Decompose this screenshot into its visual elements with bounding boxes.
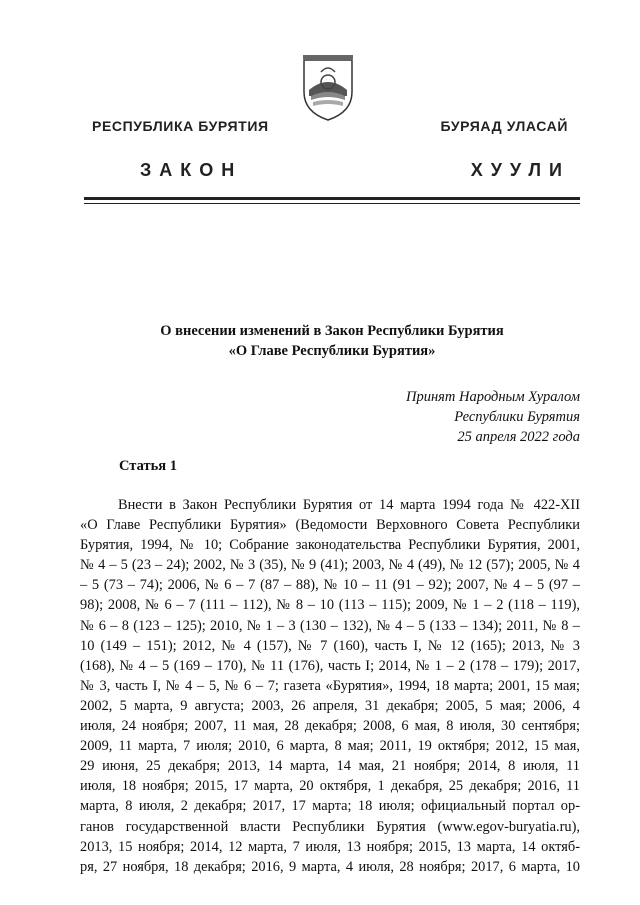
body-line: – 5 (73 – 74); 2006, № 6 – 7 (87 – 88), № 10 – 11 (91 – 92); 2007, № 4 – 5 (97 – [80,577,580,594]
law-label-russian: ЗАКОН [140,160,243,180]
body-line: Бурятия, 1994, № 10; Собрание законодательства Республики Бурятия, 2001, [80,537,580,554]
body-line: 2013, 15 ноября; 2014, 12 марта, 7 июля, 13 ноября; 2015, 13 марта, 14 октяб- [80,838,580,855]
body-line: 29 июня, 25 декабря; 2013, 14 марта, 14 мая, 21 ноября; 2014, 8 июля, 11 [80,758,580,775]
republic-name-russian: РЕСПУБЛИКА БУРЯТИЯ [92,118,269,134]
body-line: июля, 24 ноября; 2007, 11 мая, 28 декабря; 2008, 6 мая, 8 июля, 30 сентября; [80,718,580,735]
body-line: № 4 – 5 (23 – 24); 2002, № 3 (35), № 9 (41); 2003, № 4 (49), № 12 (57); 2005, № 4 [80,557,580,574]
article-heading: Статья 1 [119,458,177,474]
body-line: 2009, 11 марта, 7 июля; 2010, 6 марта, 8 мая; 2011, 19 октября; 2012, 15 мая, [80,738,580,755]
header-divider-thick [84,197,580,200]
header-divider-thin [84,203,580,204]
body-line: марта, 8 июля, 2 декабря; 2017, 17 марта; 18 июля; официальный портал ор- [80,798,580,815]
republic-name-buryat: БУРЯАД УЛАСАЙ [440,118,568,134]
title-line: «О Главе Республики Бурятия» [228,343,436,359]
body-line: № 3, часть I, № 4 – 5, № 6 – 7; газета «Бурятия», 1994, 18 марта; 2001, 15 мая; [80,677,580,694]
body-line: (168), № 4 – 5 (169 – 170), № 11 (176), часть I; 2014, № 1 – 2 (178 – 179); 2017, [80,657,580,674]
body-line: июля, 18 ноября; 2015, 17 марта, 20 октября, 1 декабря, 25 декабря; 2016, 11 [80,778,580,795]
body-line: «О Главе Республики Бурятия» (Ведомости Верховного Совета Республики [80,517,580,534]
article-body [80,495,580,877]
body-line: 2002, 5 марта, 9 августа; 2003, 26 апреля, 31 декабря; 2005, 5 мая; 2006, 4 [80,697,580,714]
body-line: ганов государственной власти Республики Бурятия (www.egov-buryatia.ru), [80,818,580,835]
adoption-line: Республики Бурятия [454,409,580,425]
body-line: 10 (149 – 151); 2012, № 4 (157), № 7 (160), часть I, № 12 (165); 2013, № 3 [80,637,580,654]
document-title [84,321,580,361]
adoption-line: Принят Народным Хуралом [405,389,580,405]
law-label-buryat: ХУУЛИ [470,160,570,180]
adoption-note [406,387,580,447]
body-line: № 6 – 8 (123 – 125); 2010, № 1 – 3 (130 – 132), № 4 – 5 (133 – 134); 2011, № 8 – [80,617,580,634]
body-line: ря, 27 ноября, 18 декабря; 2016, 9 марта, 4 июля, 28 ноября; 2017, 6 марта, 10 [80,858,580,875]
coat-of-arms-emblem [299,52,357,122]
adoption-date: 25 апреля 2022 года [457,429,580,445]
title-line: О внесении изменений в Закон Республики Бурятия [160,323,504,339]
body-line: 98); 2008, № 6 – 7 (111 – 112), № 8 – 10 (113 – 115); 2009, № 1 – 2 (118 – 119), [80,597,580,614]
body-line: Внести в Закон Республики Бурятия от 14 марта 1994 года № 422-XII [118,497,580,513]
